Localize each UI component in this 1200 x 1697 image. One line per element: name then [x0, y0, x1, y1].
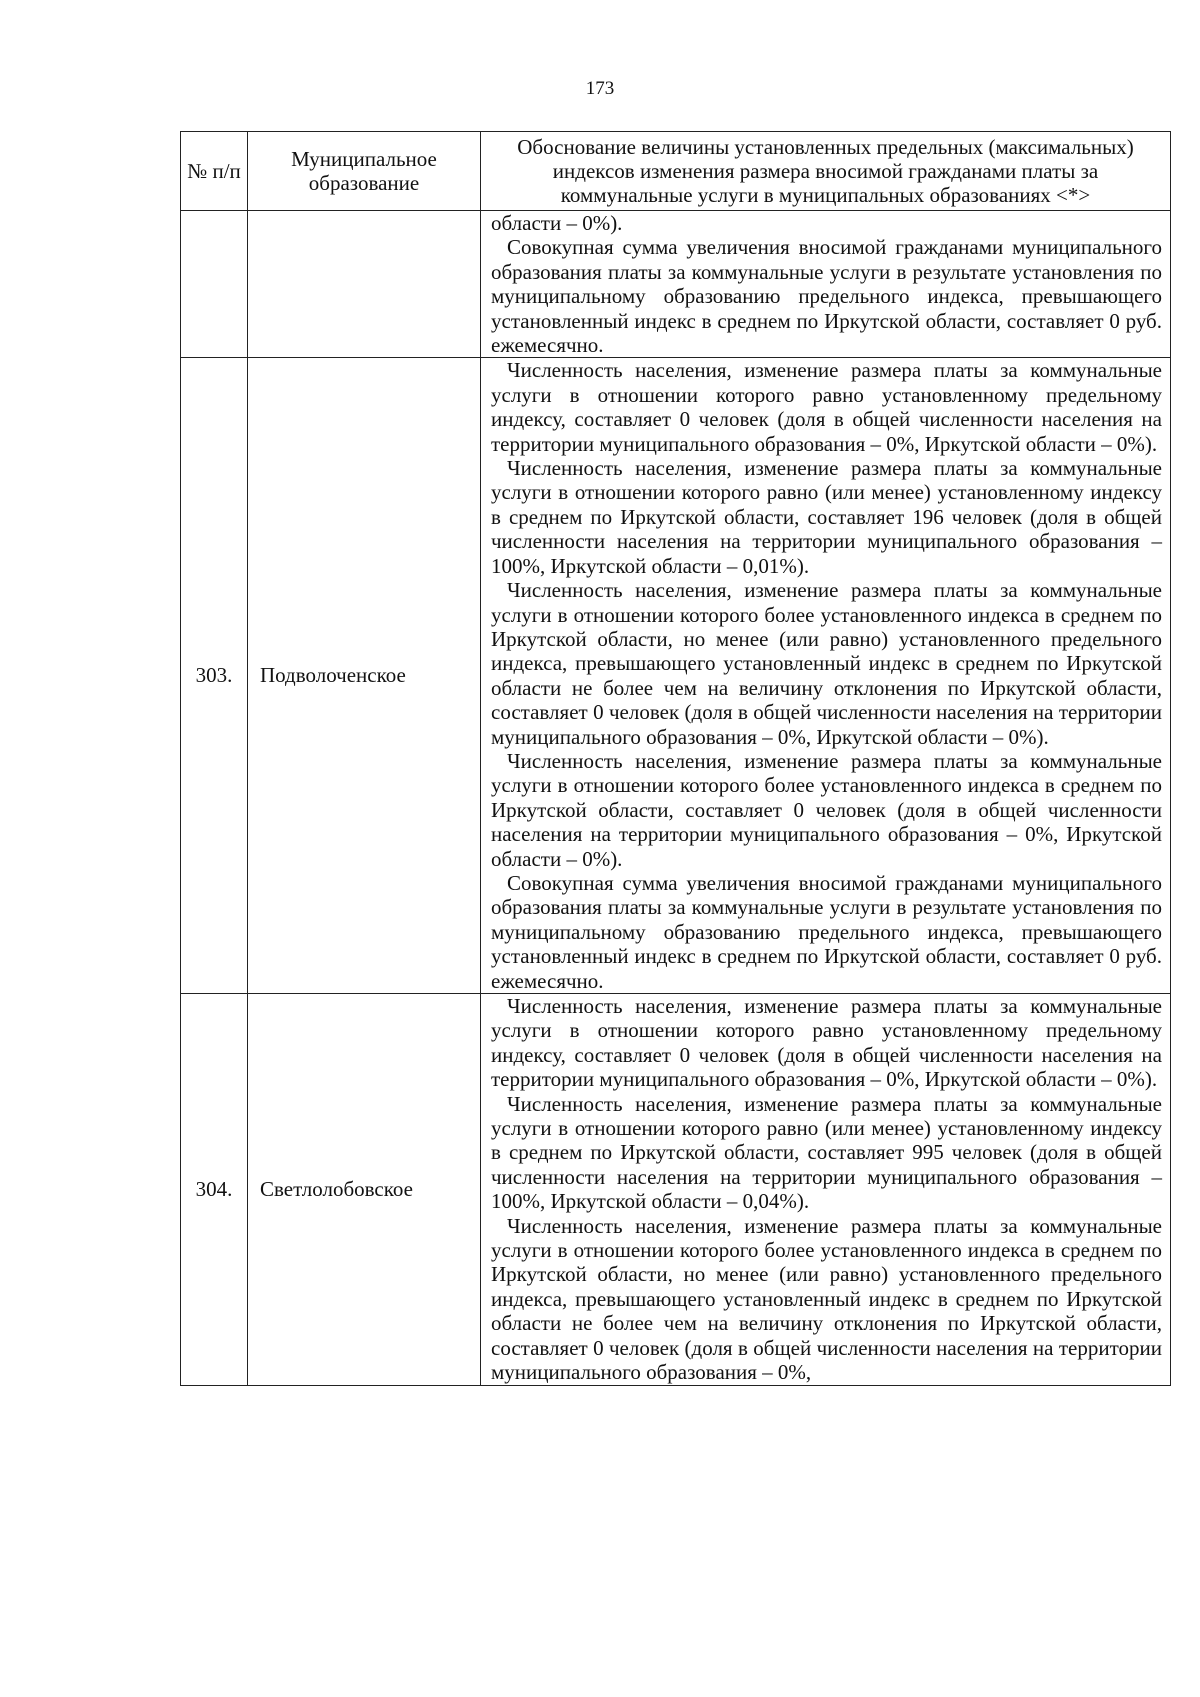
header-municipality: Муниципальное образование	[248, 132, 481, 211]
row-municipality: Подволоченское	[248, 358, 481, 994]
justification-paragraph: Численность населения, изменение размера платы за коммунальные услуги в отношении которого более установленного индекса в среднем по Иркутской области, но менее (или равно) установленного предельного индекса, превышающего установленный индекс в среднем по Иркутской области не более чем на величину отклонения по Иркутской области, составляет 0 человек (доля в общей численности населения на территории муниципального образования – 0%, Иркутской области – 0%).	[491, 578, 1162, 749]
justification-paragraph: Совокупная сумма увеличения вносимой гражданами муниципального образования платы за коммунальные услуги в результате установления по муниципальному образованию предельного индекса, превышающего установленный индекс в среднем по Иркутской области, составляет 0 руб. ежемесячно.	[491, 235, 1162, 358]
justification-paragraph: Численность населения, изменение размера платы за коммунальные услуги в отношении которого более установленного индекса в среднем по Иркутской области, но менее (или равно) установленного предельного индекса, превышающего установленный индекс в среднем по Иркутской области не более чем на величину отклонения по Иркутской области, составляет 0 человек (доля в общей численности населения на территории муниципального образования – 0%,	[491, 1213, 1162, 1385]
row-municipality: Светлолобовское	[248, 994, 481, 1386]
row-justification	[481, 211, 1171, 358]
row-num: 303.	[181, 358, 248, 994]
header-num: № п/п	[181, 132, 248, 211]
justification-paragraph: Численность населения, изменение размера платы за коммунальные услуги в отношении которого равно установленному предельному индексу, составляет 0 человек (доля в общей численности населения на территории муниципального образования – 0%, Иркутской области – 0%).	[491, 358, 1162, 456]
row-justification	[481, 994, 1171, 1386]
justification-paragraph: Численность населения, изменение размера платы за коммунальные услуги в отношении которого более установленного индекса в среднем по Иркутской области, составляет 0 человек (доля в общей численности населения на территории муниципального образования – 0%, Иркутской области – 0%).	[491, 748, 1162, 871]
page-number: 173	[585, 78, 615, 99]
justification-paragraph: Численность населения, изменение размера платы за коммунальные услуги в отношении которого равно (или менее) установленному индексу в среднем по Иркутской области, составляет 196 человек (доля в общей численности населения на территории муниципального образования – 100%, Иркутской области – 0,01%).	[491, 456, 1162, 578]
justification-paragraph: Численность населения, изменение размера платы за коммунальные услуги в отношении которого равно (или менее) установленному индексу в среднем по Иркутской области, составляет 995 человек (доля в общей численности населения на территории муниципального образования – 100%, Иркутской области – 0,04%).	[491, 1091, 1162, 1214]
table-header-row	[181, 132, 1171, 211]
row-municipality	[248, 211, 481, 358]
table-row	[181, 211, 1171, 358]
justification-paragraph: Численность населения, изменение размера платы за коммунальные услуги в отношении которого равно установленному предельному индексу, составляет 0 человек (доля в общей численности населения на территории муниципального образования – 0%, Иркутской области – 0%).	[491, 994, 1162, 1092]
table-row	[181, 994, 1171, 1386]
row-justification	[481, 358, 1171, 994]
justification-paragraph: Совокупная сумма увеличения вносимой гражданами муниципального образования платы за коммунальные услуги в результате установления по муниципальному образованию предельного индекса, превышающего установленный индекс в среднем по Иркутской области, составляет 0 руб. ежемесячно.	[491, 870, 1162, 993]
header-justification: Обоснование величины установленных предельных (максимальных) индексов изменения размера вносимой гражданами платы за коммунальные услуги в муниципальных образованиях <*>	[481, 132, 1171, 211]
row-num: 304.	[181, 994, 248, 1386]
table-row	[181, 358, 1171, 994]
row-num	[181, 211, 248, 358]
justification-paragraph: области – 0%).	[491, 211, 623, 235]
municipal-index-table	[180, 131, 1171, 1386]
